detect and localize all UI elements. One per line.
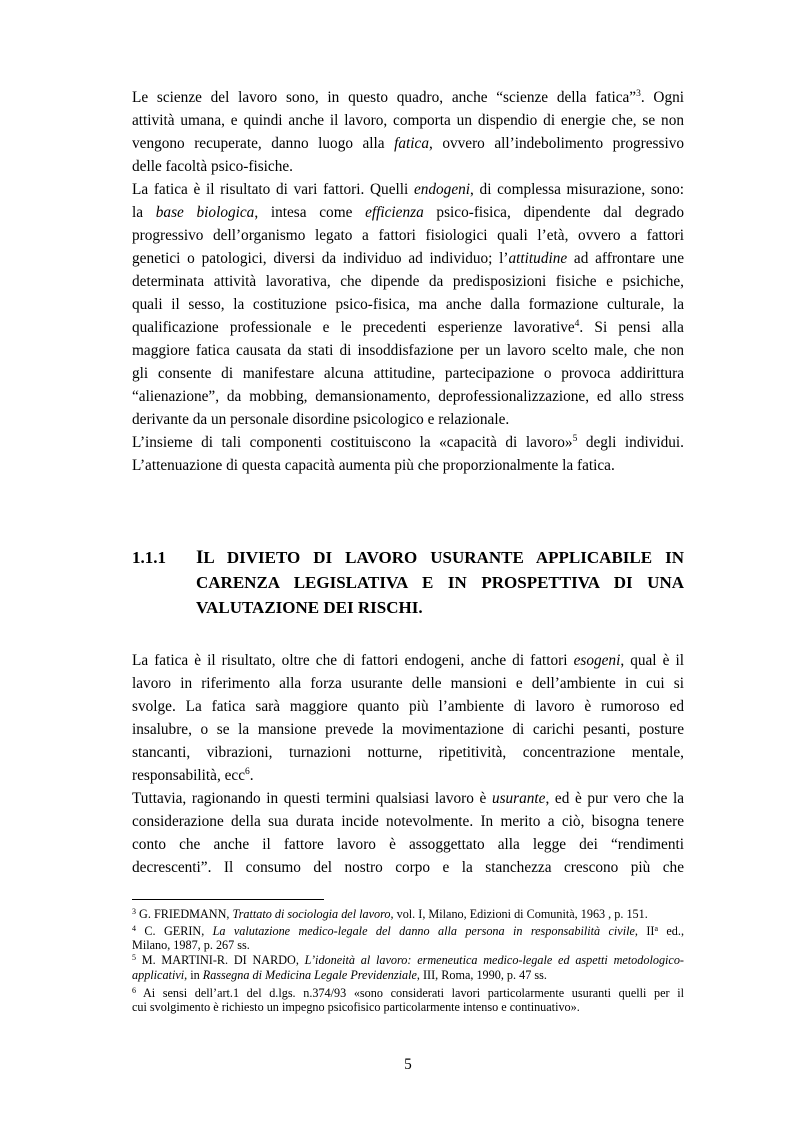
body-line: determinata attività lavorativa, che dipende da predisposizioni fisiche e psichiche, xyxy=(132,273,684,290)
footnote-5-cont: applicativi, in Rassegna di Medicina Legale Previdenziale, III, Roma, 1990, p. 47 ss. xyxy=(132,968,547,982)
body-line: La fatica è il risultato di vari fattori. Quelli endogeni, di complessa misurazione, sono: xyxy=(132,181,684,198)
body-line: maggiore fatica causata da stati di insoddisfazione per un lavoro scelto male, che non xyxy=(132,342,684,359)
footnote-5: $^5$ M. MARTINI-R. DI NARDO, L’idoneità al lavoro: ermeneutica medico-legale ed aspetti metodologico- xyxy=(132,953,684,967)
body-line: attività umana, e quindi anche il lavoro, comporta un dispendio di energie che, se non xyxy=(132,112,684,129)
body-line: qualificazione professionale e le precedenti esperienze lavorative$^4$. Si pensi alla xyxy=(132,319,684,336)
footnote-4: $^4$ C. GERIN, La valutazione medico-legale del danno alla persona in responsabilità civile, $II^a$ ed., xyxy=(132,924,684,938)
body-line: lavoro in riferimento alla forza usurante delle mansioni e dell’ambiente in cui si xyxy=(132,675,684,692)
footnote-6-cont: cui svolgimento è richiesto un impegno psicofisico particolarmente intenso e continuativo». xyxy=(132,1000,580,1014)
section-heading-line: VALUTAZIONE DEI RISCHI. xyxy=(196,598,423,617)
body-line: vengono recuperate, danno luogo alla fatica, ovvero all’indebolimento progressivo xyxy=(132,135,684,152)
body-line: “alienazione”, da mobbing, demansionamento, deprofessionalizzazione, ed allo stress xyxy=(132,388,684,405)
body-line: conto che anche il fattore lavoro è assoggettato alla legge dei “rendimenti xyxy=(132,836,684,853)
body-line: L’attenuazione di questa capacità aumenta più che proporzionalmente la fatica. xyxy=(132,457,615,474)
body-line: decrescenti”. Il consumo del nostro corpo e la stanchezza crescono più che xyxy=(132,859,684,876)
footnote-ref-4: 4 xyxy=(574,319,580,329)
body-line: L’insieme di tali componenti costituiscono la «capacità di lavoro»$^5$ degli individui. xyxy=(132,434,685,451)
footnote-6: $^6$ Ai sensi dell’art.1 del d.lgs. n.374/93 «sono considerati lavori particolarmente usuranti quelli per il xyxy=(132,986,684,1000)
body-line: responsabilità, ecc$^6$. xyxy=(132,767,254,784)
body-line: quali il sesso, la costituzione psico-fisica, ma anche dalla formazione culturale, la xyxy=(132,296,684,313)
body-line: genetici o patologici, diversi da individuo ad individuo; l’attitudine ad affrontare une xyxy=(132,250,684,267)
body-line: insalubre, o se la mansione prevede la movimentazione di carichi pesanti, posture xyxy=(132,721,684,738)
footnote-4-cont: Milano, 1987, p. 267 ss. xyxy=(132,938,250,952)
body-line: progressivo dell’organismo legato a fattori fisiologici quali l’età, ovvero a fattori xyxy=(132,227,684,244)
page-number: 5 xyxy=(404,1056,412,1073)
body-line: la base biologica, intesa come efficienza psico-fisica, dipendente dal degrado xyxy=(132,204,684,221)
body-line: Le scienze del lavoro sono, in questo quadro, anche “scienze della fatica”$^3$. Ogni xyxy=(132,89,685,106)
section-heading-line: IL DIVIETO DI LAVORO USURANTE APPLICABILE IN xyxy=(196,547,684,568)
section-heading-line: CARENZA LEGISLATIVA E IN PROSPETTIVA DI UNA xyxy=(196,573,684,592)
body-line: Tuttavia, ragionando in questi termini qualsiasi lavoro è usurante, ed è pur vero che la xyxy=(132,790,685,807)
body-line: La fatica è il risultato, oltre che di fattori endogeni, anche di fattori esogeni, qual è il xyxy=(132,652,684,669)
body-line: derivante da un personale disordine psicologico e relazionale. xyxy=(132,411,510,428)
body-line: delle facoltà psico-fisiche. xyxy=(132,158,293,175)
body-line: gli consente di manifestare alcuna attitudine, partecipazione o provoca addirittura xyxy=(132,365,684,382)
footnote-3: $^3$ G. FRIEDMANN, Trattato di sociologia del lavoro, vol. I, Milano, Edizioni di Comunità, 1963 , p. 151. xyxy=(132,907,648,921)
footnote-ref-5: 5 xyxy=(572,434,578,444)
footnote-ref-3: 3 xyxy=(636,89,641,99)
footnote-divider xyxy=(132,899,324,900)
body-line: considerazione della sua durata incide notevolmente. In merito a ciò, bisogna tenere xyxy=(132,813,684,830)
body-line: stancanti, vibrazioni, turnazioni notturne, ripetitività, concentrazione mentale, xyxy=(132,744,684,761)
section-number: 1.1.1 xyxy=(132,548,166,567)
footnote-ref-6: 6 xyxy=(244,767,250,777)
body-line: svolge. La fatica sarà maggiore quanto più l’ambiente di lavoro è rumoroso ed xyxy=(132,698,684,715)
